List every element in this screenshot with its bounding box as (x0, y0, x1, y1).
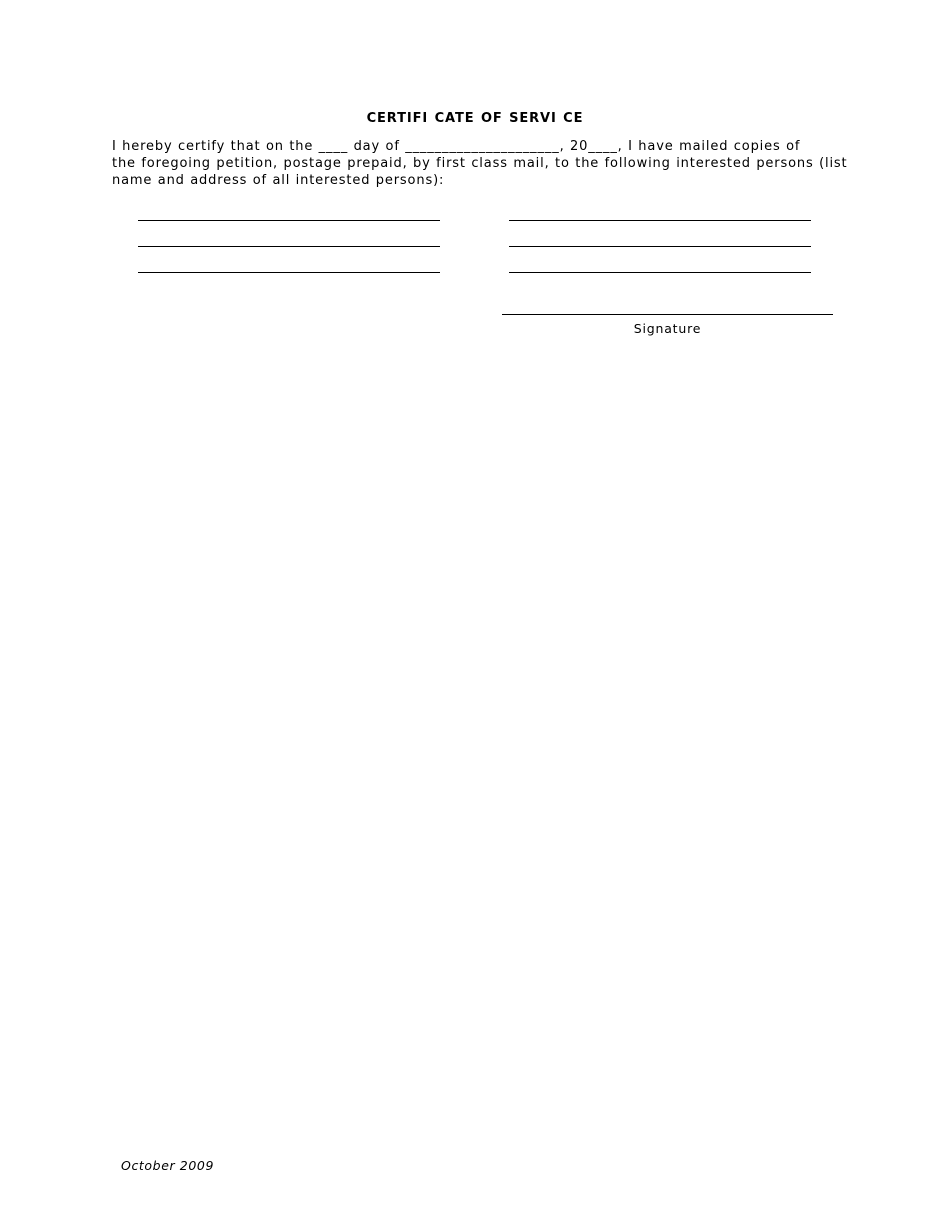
interested-person-left-line-1[interactable] (138, 220, 440, 221)
footer-date: October 2009 (121, 1158, 215, 1173)
signature-label: Signature (633, 321, 702, 336)
interested-person-left-line-3[interactable] (138, 272, 440, 273)
paragraph-line-2: the foregoing petition, postage prepaid, by first class mail, to the following interested persons (list (112, 156, 848, 171)
document-title: CERTIFI CATE OF SERVI CE (366, 111, 584, 126)
interested-person-right-line-3[interactable] (509, 272, 811, 273)
interested-person-right-line-1[interactable] (509, 220, 811, 221)
paragraph-line-1: I hereby certify that on the ____ day of _____________________, 20____, I have mailed copies of (112, 139, 801, 154)
paragraph-line-3: name and address of all interested persons): (112, 173, 445, 188)
interested-person-right-line-2[interactable] (509, 246, 811, 247)
interested-person-left-line-2[interactable] (138, 246, 440, 247)
certification-paragraph (112, 138, 848, 189)
signature-line[interactable] (502, 314, 833, 315)
